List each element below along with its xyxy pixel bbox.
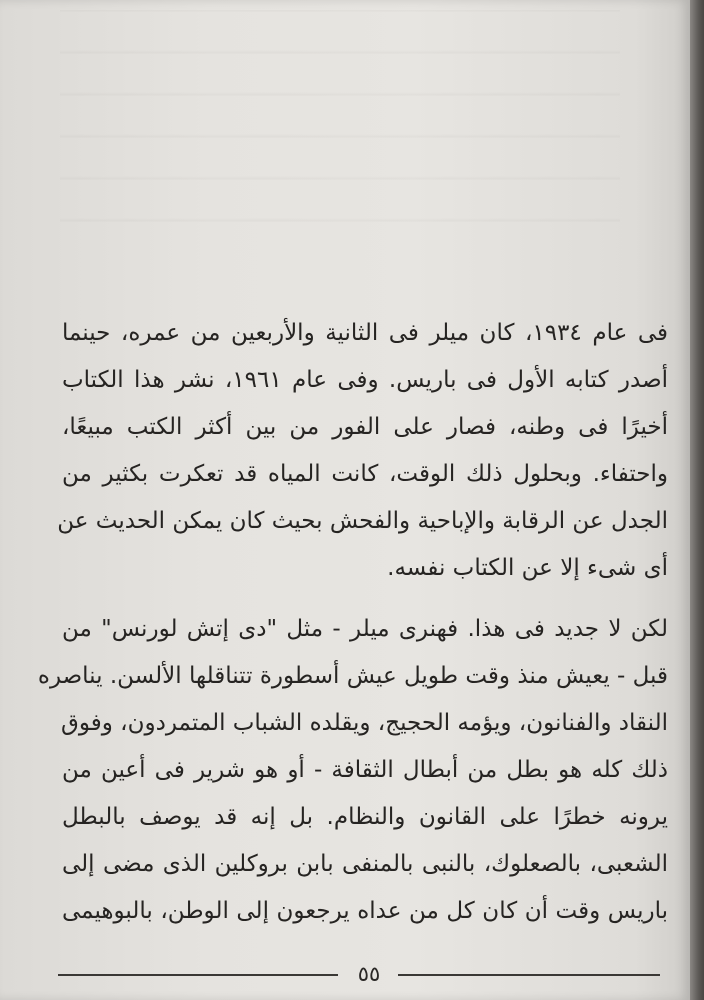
- text-line: الشعبى، بالصعلوك، بالنبى بالمنفى بابن بروكلين الذى مضى إلى: [62, 851, 668, 877]
- footer-rule-right: [398, 974, 660, 976]
- book-spine-shadow: [690, 0, 704, 1000]
- text-line: لكن لا جديد فى هذا. فهنرى ميلر - مثل "دى إتش لورنس" من: [62, 616, 668, 642]
- text-line: النقاد والفنانون، ويؤمه الحجيج، ويقلده الشباب المتمردون، وفوق: [61, 710, 668, 736]
- page-footer: [58, 960, 658, 990]
- show-through-texture: [60, 10, 620, 260]
- text-line: قبل - يعيش منذ وقت طويل عيش أسطورة تتناقلها الألسن. يناصره: [37, 663, 668, 689]
- paragraph: [37, 606, 668, 935]
- body-text: [37, 310, 668, 935]
- text-line: ذلك كله هو بطل من أبطال الثقافة - أو هو شرير فى أعين من: [62, 757, 668, 783]
- text-line: فى عام ١٩٣٤، كان ميلر فى الثانية والأربعين من عمره، حينما: [62, 320, 668, 346]
- footer-rule-left: [58, 974, 338, 976]
- text-line: أصدر كتابه الأول فى باريس. وفى عام ١٩٦١، نشر هذا الكتاب: [62, 367, 668, 393]
- paragraph-gap: [62, 592, 668, 606]
- paragraph: [57, 310, 668, 592]
- text-line: الجدل عن الرقابة والإباحية والفحش بحيث كان يمكن الحديث عن: [57, 508, 668, 534]
- text-line: واحتفاء. وبحلول ذلك الوقت، كانت المياه قد تعكرت بكثير من: [62, 461, 668, 487]
- page-number: ٥٥: [357, 962, 381, 986]
- text-line: باريس وقت أن كان كل من عداه يرجعون إلى الوطن، بالبوهيمى: [62, 898, 668, 924]
- text-line: يرونه خطرًا على القانون والنظام. بل إنه قد يوصف بالبطل: [62, 804, 668, 830]
- text-line: أخيرًا فى وطنه، فصار على الفور من بين أكثر الكتب مبيعًا،: [62, 414, 668, 440]
- text-line: أى شىء إلا عن الكتاب نفسه.: [387, 555, 668, 581]
